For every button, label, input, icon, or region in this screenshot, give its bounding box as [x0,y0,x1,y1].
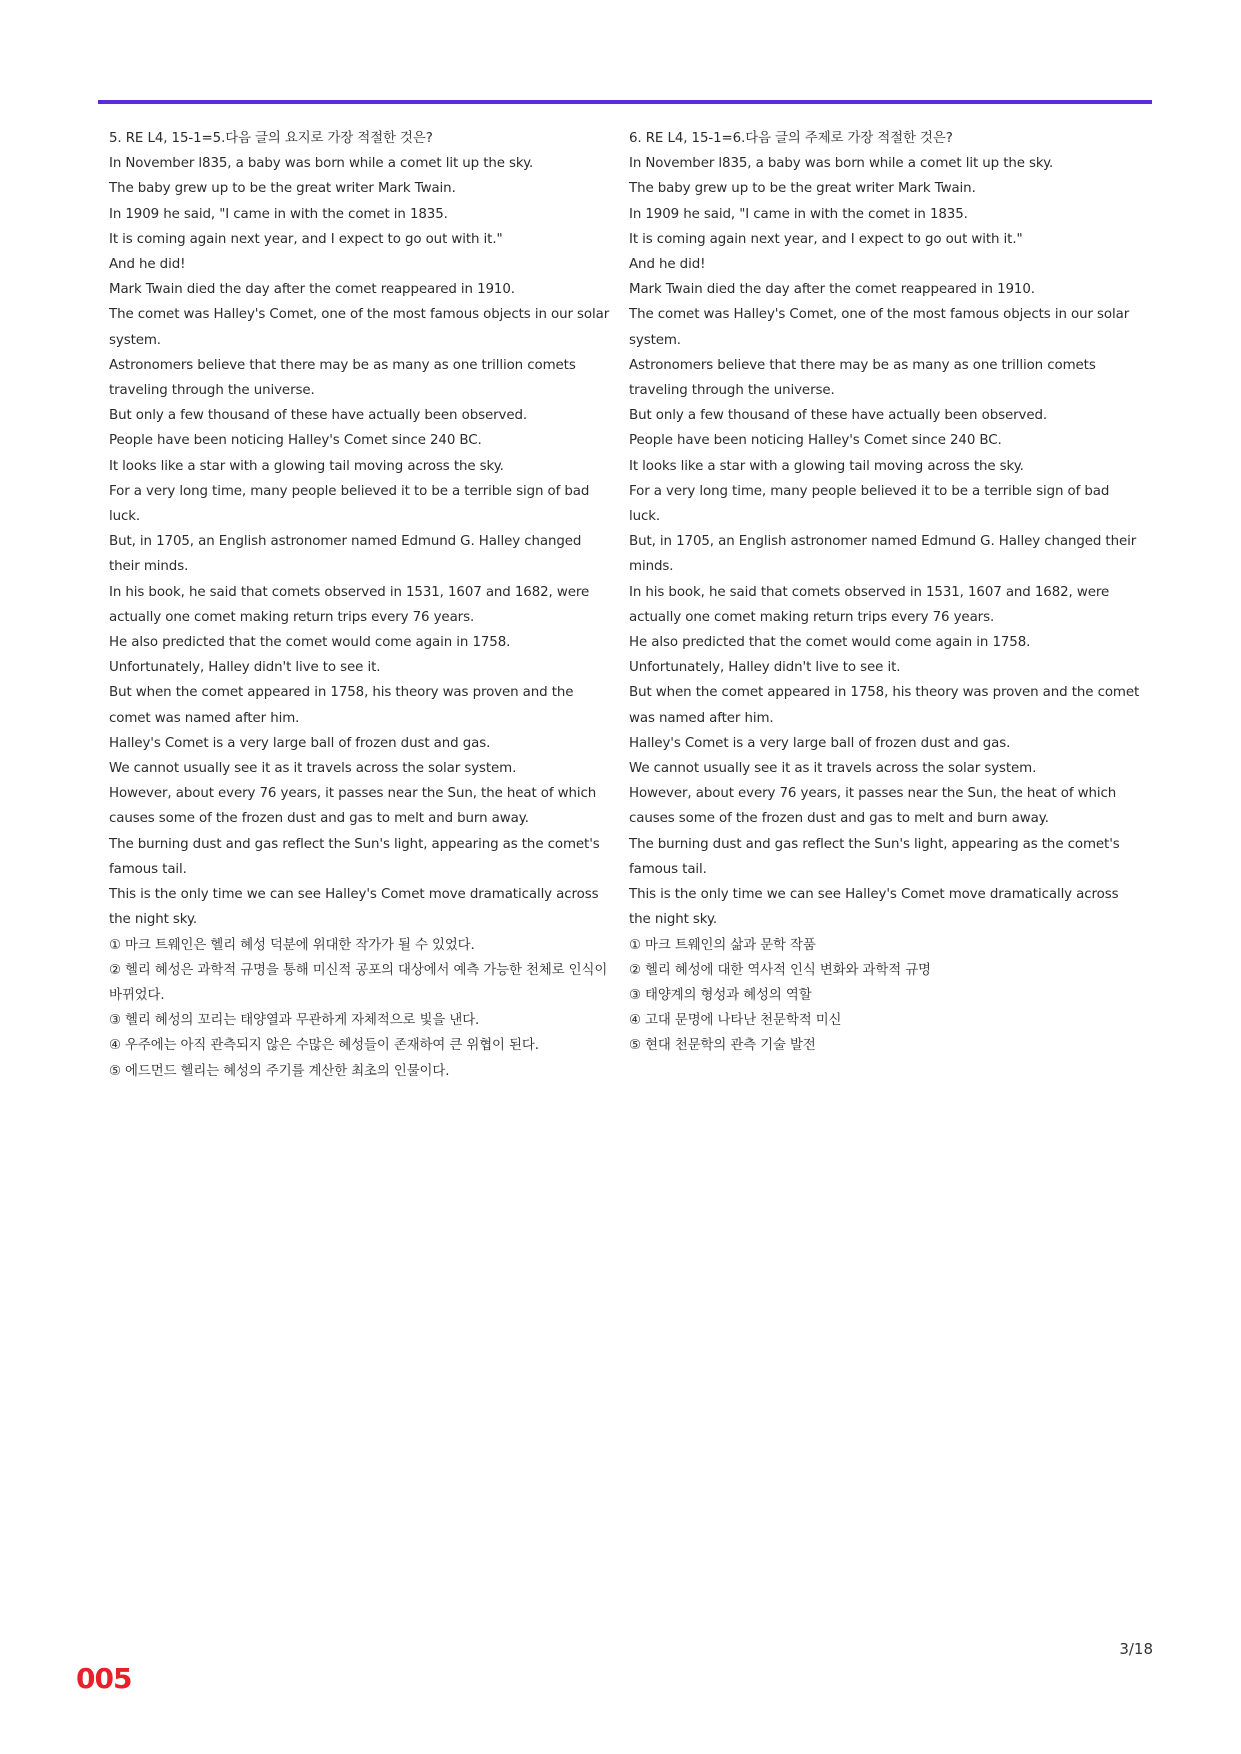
passage-line: We cannot usually see it as it travels across the solar system. [629,761,1037,777]
passage-line: It looks like a star with a glowing tail moving across the sky. [629,458,1024,474]
answer-option-3: ③ 헬리 혜성의 꼬리는 태양열과 무관하게 자체적으로 빛을 낸다. [109,1013,480,1029]
passage-line: Unfortunately, Halley didn't live to see it. [109,660,381,676]
passage-line: It is coming again next year, and I expect to go out with it." [109,231,503,247]
passage-line: People have been noticing Halley's Comet since 240 BC. [629,433,1002,449]
answer-option-4: ④ 고대 문명에 나타난 천문학적 미신 [629,1013,842,1029]
passage-line: And he did! [629,257,706,273]
passage-line: People have been noticing Halley's Comet since 240 BC. [109,433,482,449]
passage-line: He also predicted that the comet would come again in 1758. [629,635,1031,651]
passage-line: Mark Twain died the day after the comet reappeared in 1910. [109,282,515,298]
passage-line: Astronomers believe that there may be as many as one trillion comets traveling through the universe. [109,357,576,399]
passage-line: In November l835, a baby was born while a comet lit up the sky. [629,156,1054,172]
passage-line: But, in 1705, an English astronomer named Edmund G. Halley changed their minds. [109,534,582,575]
passage-line: Halley's Comet is a very large ball of frozen dust and gas. [109,735,491,751]
passage-line: The burning dust and gas reflect the Sun's light, appearing as the comet's famous tail. [629,836,1120,877]
passage-line: For a very long time, many people believed it to be a terrible sign of bad luck. [629,483,1110,525]
passage-line: In November l835, a baby was born while a comet lit up the sky. [109,156,534,172]
passage-line: The baby grew up to be the great writer Mark Twain. [109,181,456,197]
passage-line: This is the only time we can see Halley's Comet move dramatically across the night sky. [109,887,599,928]
answer-option-3: ③ 태양계의 형성과 혜성의 역할 [629,987,812,1003]
passage-line: It is coming again next year, and I expect to go out with it." [629,231,1023,247]
question-6-passage [629,151,1144,932]
question-5 [109,126,614,1084]
answer-option-4: ④ 우주에는 아직 관측되지 않은 수많은 혜성들이 존재하여 큰 위협이 된다. [109,1038,539,1054]
passage-line: Unfortunately, Halley didn't live to see it. [629,660,901,676]
question-5-passage [109,151,614,932]
passage-line: It looks like a star with a glowing tail moving across the sky. [109,458,504,474]
passage-line: However, about every 76 years, it passes near the Sun, the heat of which causes some of the frozen dust and gas to melt and burn away. [109,786,597,827]
question-6-options [629,933,1144,1059]
answer-option-1: ① 마크 트웨인의 삶과 문학 작품 [629,937,816,953]
passage-line: In 1909 he said, "I came in with the comet in 1835. [109,206,448,222]
question-5-options [109,933,614,1084]
answer-option-2: ② 헬리 혜성에 대한 역사적 인식 변화와 과학적 규명 [629,962,931,978]
question-6 [629,126,1144,1059]
passage-line: In his book, he said that comets observed in 1531, 1607 and 1682, were actually one comet making return trips every 76 years. [109,584,590,625]
page-code: 005 [76,1662,132,1695]
passage-line: The comet was Halley's Comet, one of the most famous objects in our solar system. [109,307,610,348]
passage-line: But only a few thousand of these have actually been observed. [109,408,528,424]
answer-option-5: ⑤ 현대 천문학의 관측 기술 발전 [629,1038,816,1054]
passage-line: But, in 1705, an English astronomer named Edmund G. Halley changed their minds. [629,534,1137,575]
answer-option-1: ① 마크 트웨인은 헬리 혜성 덕분에 위대한 작가가 될 수 있었다. [109,937,475,953]
passage-line: Mark Twain died the day after the comet reappeared in 1910. [629,282,1035,298]
passage-line: Astronomers believe that there may be as many as one trillion comets traveling through the universe. [629,357,1096,399]
passage-line: For a very long time, many people believed it to be a terrible sign of bad luck. [109,483,590,525]
passage-line: However, about every 76 years, it passes near the Sun, the heat of which causes some of the frozen dust and gas to melt and burn away. [629,786,1117,827]
passage-line: But only a few thousand of these have actually been observed. [629,408,1048,424]
passage-line: The comet was Halley's Comet, one of the most famous objects in our solar system. [629,307,1130,348]
passage-line: This is the only time we can see Halley's Comet move dramatically across the night sky. [629,887,1119,928]
passage-line: But when the comet appeared in 1758, his theory was proven and the comet was named after him. [629,685,1140,726]
passage-line: In 1909 he said, "I came in with the comet in 1835. [629,206,968,222]
passage-line: We cannot usually see it as it travels across the solar system. [109,761,517,777]
passage-line: In his book, he said that comets observed in 1531, 1607 and 1682, were actually one comet making return trips every 76 years. [629,584,1110,625]
passage-line: But when the comet appeared in 1758, his theory was proven and the comet was named after him. [109,685,574,726]
answer-option-5: ⑤ 에드먼드 헬리는 혜성의 주기를 계산한 최초의 인물이다. [109,1063,450,1079]
question-6-header: 6. RE L4, 15-1=6.다음 글의 주제로 가장 적절한 것은? [629,131,953,146]
passage-line: The burning dust and gas reflect the Sun's light, appearing as the comet's famous tail. [109,836,600,877]
passage-line: And he did! [109,257,186,273]
page-number: 3/18 [1119,1640,1153,1658]
top-rule [98,100,1152,104]
passage-line: The baby grew up to be the great writer Mark Twain. [629,181,976,197]
passage-line: Halley's Comet is a very large ball of frozen dust and gas. [629,735,1011,751]
answer-option-2: ② 헬리 혜성은 과학적 규명을 통해 미신적 공포의 대상에서 예측 가능한 천체로 인식이 바뀌었다. [109,962,608,1003]
question-5-header: 5. RE L4, 15-1=5.다음 글의 요지로 가장 적절한 것은? [109,131,433,146]
passage-line: He also predicted that the comet would come again in 1758. [109,635,511,651]
